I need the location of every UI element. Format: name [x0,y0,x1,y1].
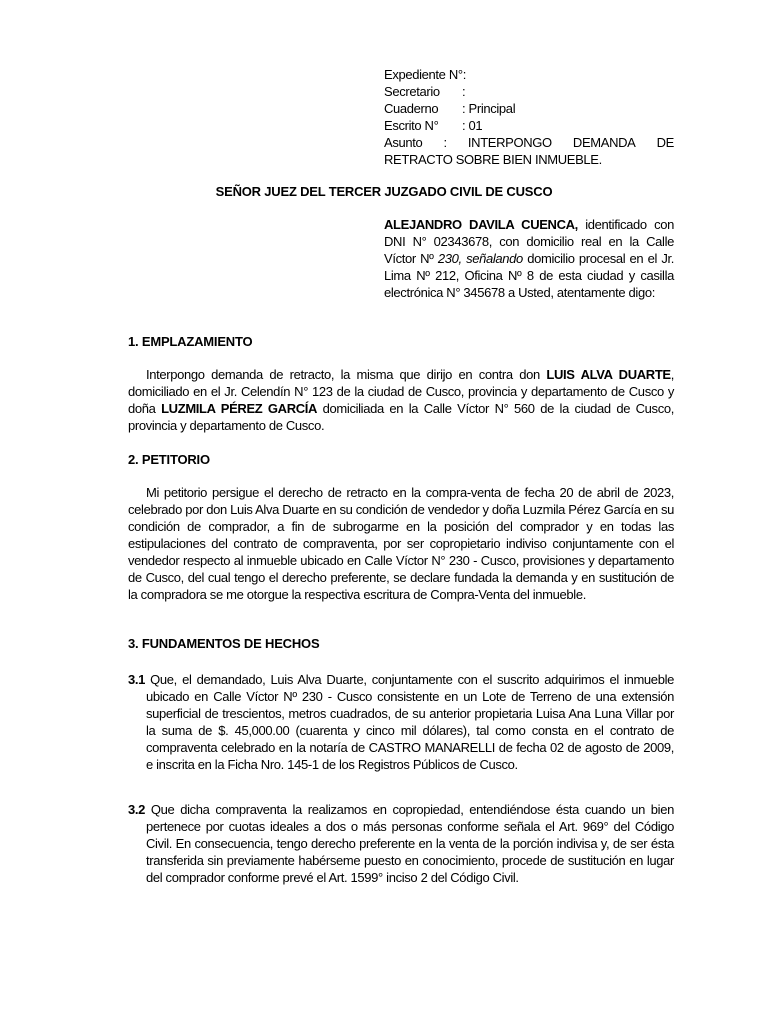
case-header [384,66,674,168]
escrito-row [384,117,674,134]
section-1-heading: 1. EMPLAZAMIENTO [128,334,253,349]
section-2-heading: 2. PETITORIO [128,452,210,467]
fact-3-2-number: 3.2 [128,802,146,817]
judge-addressee: SEÑOR JUEZ DEL TERCER JUZGADO CIVIL DE CUSCO [215,184,553,199]
section-3-heading: 3. FUNDAMENTOS DE HECHOS [128,636,320,651]
section-1-text-3: domiciliada en la Calle Víctor N° 560 de la ciudad de Cusco, provincia y departamento de Cusco. [128,401,674,433]
fact-3-2 [128,801,674,886]
defendant-name-1: LUIS ALVA DUARTE [546,367,671,382]
expediente-row [384,66,674,83]
fact-3-1-number: 3.1 [128,672,146,687]
secretario-row [384,83,674,100]
asunto-word-3: DE [656,135,674,150]
asunto-label: Asunto [384,135,423,150]
escrito-value: : 01 [462,118,483,133]
escrito-label: Escrito N° [384,118,439,133]
asunto-continuation: RETRACTO SOBRE BIEN INMUEBLE. [384,152,602,167]
asunto-word-2: DEMANDA [572,135,636,150]
plaintiff-name: ALEJANDRO DAVILA CUENCA, [384,217,578,232]
fact-3-2-text: Que dicha compraventa la realizamos en copropiedad, entendiéndose ésta cuando un bien pertenece por cuotas ideales a dos o más personas conforme señala el Art. 969° del Código Civil. En consecuencia, tengo derecho preferente en la venta de la porción indivisa y, de ser ésta transferida sin previamente habérseme puesto en conocimiento, procede de sustitución en lugar del comprador conforme prevé el Art. 1599° inciso 2 del Código Civil. [145,802,674,885]
intro-text-2: domicilio procesal en el Jr. Lima Nº 212, Oficina Nº 8 de esta ciudad y casilla electrónica N° 345678 a Usted, atentamente digo: [384,251,674,300]
asunto-word-1: INTERPONGO [467,135,552,150]
cuaderno-label: Cuaderno [384,101,439,116]
asunto-separator: : [443,135,447,150]
asunto-row [384,134,674,151]
section-1-text-1: Interpongo demanda de retracto, la misma que dirijo en contra don [146,367,547,382]
defendant-name-2: LUZMILA PÉREZ GARCÍA [161,401,318,416]
intro-text-1: identificado con DNI N° 02343678, con domicilio real en la Calle Víctor Nº [384,217,674,266]
plaintiff-intro [384,216,674,301]
intro-italic: 230, señalando [437,251,523,266]
cuaderno-row [384,100,674,117]
section-1-text-2: , domiciliado en el Jr. Celendín N° 123 de la ciudad de Cusco, provincia y departamento de Cusco y doña [128,367,674,416]
fact-3-1-text: Que, el demandado, Luis Alva Duarte, conjuntamente con el suscrito adquirimos el inmueble ubicado en Calle Víctor Nº 230 - Cusco consistente en un Lote de Terreno de una extensión superficial de trescientos, metros cuadrados, de su anterior propietaria Luisa Ana Luna Villar por la suma de $. 45,000.00 (cuarenta y cinco mil dólares), tal como consta en el contrato de compraventa celebrado en la notaría de CASTRO MANARELLI de fecha 02 de agosto de 2009, e inscrita en la Ficha Nro. 145-1 de los Registros Públicos de Cusco. [145,672,674,772]
asunto-line-2 [384,151,674,168]
section-2-paragraph: Mi petitorio persigue el derecho de retracto en la compra-venta de fecha 20 de abril de 2023, celebrado por don Luis Alva Duarte en su condición de vendedor y doña Luzmila Pérez García en su condición de comprador, a fin de subrogarme en la posición del comprador y en todas las estipulaciones del contrato de compraventa, por ser copropietario indiviso conjuntamente con el vendedor respecto al inmueble ubicado en Calle Víctor N° 230 - Cusco, provisiones y departamento de Cusco, del cual tengo el derecho preferente, se declare fundada la demanda y en sustitución de la compradora se me otorgue la respectiva escritura de Compra-Venta del inmueble. [128,485,674,602]
cuaderno-value: : Principal [462,101,516,116]
fact-3-1 [128,671,674,773]
expediente-label: Expediente N°: [384,67,466,82]
section-1-paragraph [128,366,674,434]
secretario-separator: : [462,84,466,99]
secretario-label: Secretario [384,84,440,99]
